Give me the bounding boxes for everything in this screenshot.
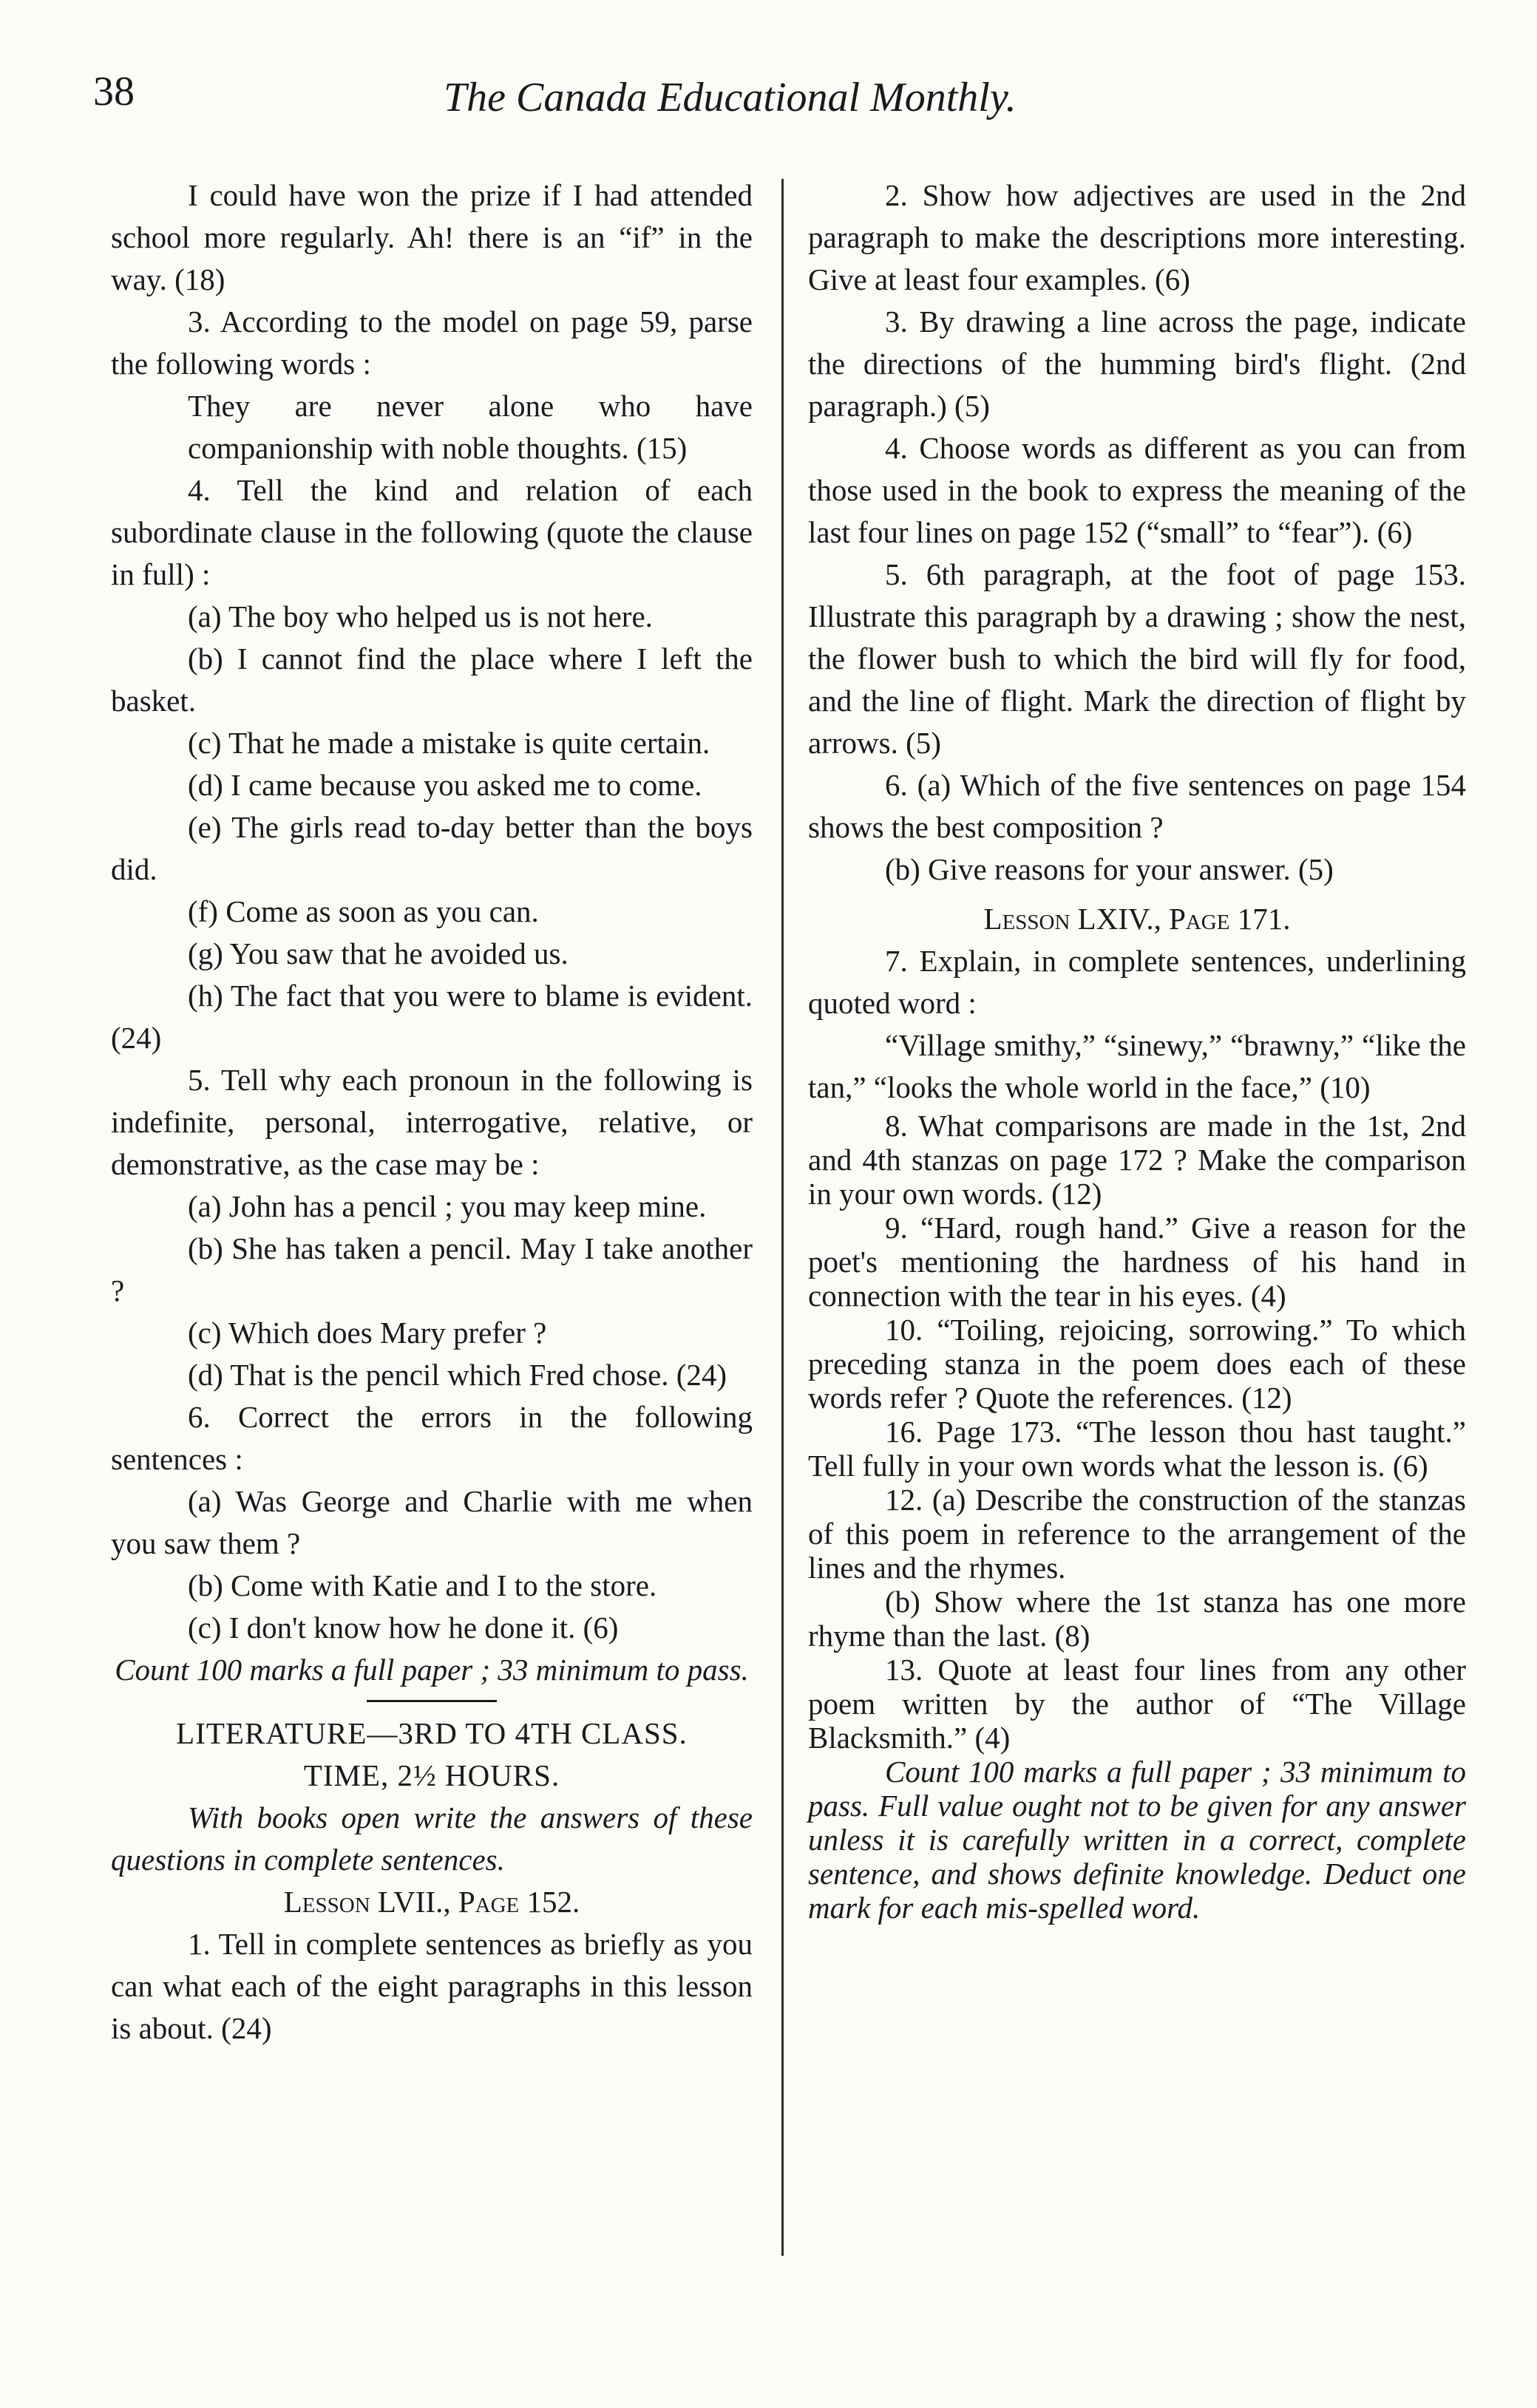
right-paragraph: 6. (a) Which of the five sentences on page 154 shows the best composition ?: [808, 768, 1466, 844]
left-paragraph: (b) She has taken a pencil. May I take another ?: [111, 1231, 753, 1307]
left-paragraph: (f) Come as soon as you can.: [188, 894, 539, 928]
right-paragraph: (b) Give reasons for your answer. (5): [885, 852, 1334, 886]
left-paragraph: They are never alone who have companionship with noble thoughts. (15): [188, 389, 753, 465]
left-paragraph: I could have won the prize if I had attended school more regularly. Ah! there is an “if” in the way. (18): [111, 178, 753, 296]
running-title: The Canada Educational Monthly.: [444, 75, 1017, 120]
left-paragraph: Count 100 marks a full paper ; 33 minimum to pass.: [115, 1653, 749, 1687]
left-paragraph: (b) Come with Katie and I to the store.: [188, 1568, 657, 1602]
right-paragraph: 16. Page 173. “The lesson thou hast taught.” Tell fully in your own words what the lesson is. (6): [808, 1415, 1466, 1483]
left-paragraph: TIME, 2½ HOURS.: [303, 1758, 560, 1792]
left-paragraph: (g) You saw that he avoided us.: [188, 936, 569, 970]
right-paragraph: 4. Choose words as different as you can from those used in the book to express the meaning of the last four lines on page 152 (“small” to “fear”). (6): [808, 431, 1466, 549]
left-paragraph: 6. Correct the errors in the following sentences :: [111, 1400, 753, 1476]
left-paragraph: (d) That is the pencil which Fred chose. (24): [188, 1358, 727, 1392]
left-paragraph: (a) Was George and Charlie with me when you saw them ?: [111, 1484, 753, 1560]
left-column: [111, 174, 753, 2050]
left-paragraph: (a) John has a pencil ; you may keep mine.: [188, 1189, 707, 1223]
right-paragraph: Count 100 marks a full paper ; 33 minimum to pass. Full value ought not to be given for any answer unless it is carefully written in a correct, complete sentence, and shows definite knowledge. Deduct one mark for each mis-spelled word.: [808, 1755, 1466, 1925]
right-paragraph: Lesson LXIV., Page 171.: [983, 902, 1291, 936]
left-paragraph: (h) The fact that you were to blame is evident. (24): [111, 979, 753, 1055]
right-paragraph: 8. What comparisons are made in the 1st, 2nd and 4th stanzas on page 172 ? Make the comparison in your own words. (12): [808, 1109, 1466, 1211]
left-paragraph: 4. Tell the kind and relation of each subordinate clause in the following (quote the clause in full) :: [111, 473, 753, 591]
right-paragraph: 2. Show how adjectives are used in the 2nd paragraph to make the descriptions more interesting. Give at least four examples. (6): [808, 178, 1466, 296]
left-paragraph: (c) I don't know how he done it. (6): [188, 1611, 619, 1645]
left-paragraph: (b) I cannot find the place where I left the basket.: [111, 642, 753, 718]
right-paragraph: 12. (a) Describe the construction of the stanzas of this poem in reference to the arrangement of the lines and the rhymes.: [808, 1483, 1466, 1585]
left-paragraph: (c) That he made a mistake is quite certain.: [188, 726, 710, 760]
column-divider: [781, 179, 784, 2256]
right-paragraph: 3. By drawing a line across the page, indicate the directions of the humming bird's flight. (2nd paragraph.) (5): [808, 305, 1466, 423]
right-paragraph: 7. Explain, in complete sentences, underlining quoted word :: [808, 944, 1466, 1020]
left-paragraph: LITERATURE—3RD TO 4TH CLASS.: [176, 1716, 688, 1750]
left-paragraph: (c) Which does Mary prefer ?: [188, 1316, 547, 1350]
right-paragraph: (b) Show where the 1st stanza has one more rhyme than the last. (8): [808, 1585, 1466, 1653]
right-paragraph: “Village smithy,” “sinewy,” “brawny,” “like the tan,” “looks the whole world in the face,” (10): [808, 1028, 1466, 1104]
right-paragraph: 10. “Toiling, rejoicing, sorrowing.” To which preceding stanza in the poem does each of these words refer ? Quote the references. (12): [808, 1313, 1466, 1415]
left-paragraph: (a) The boy who helped us is not here.: [188, 599, 653, 633]
left-paragraph: With books open write the answers of these questions in complete sentences.: [111, 1800, 753, 1877]
right-paragraph: 5. 6th paragraph, at the foot of page 153. Illustrate this paragraph by a drawing ; show the nest, the flower bush to which the bird will fly for food, and the line of flight. Mark the direction of flight by arrows. (5): [808, 557, 1466, 760]
section-rule: [367, 1700, 497, 1702]
left-paragraph: Lesson LVII., Page 152.: [283, 1885, 580, 1919]
left-paragraph: 5. Tell why each pronoun in the following is indefinite, personal, interrogative, relative, or demonstrative, as the case may be :: [111, 1063, 753, 1181]
left-paragraph: (d) I came because you asked me to come.: [188, 768, 702, 802]
right-paragraph: 9. “Hard, rough hand.” Give a reason for the poet's mentioning the hardness of his hand in connection with the tear in his eyes. (4): [808, 1211, 1466, 1313]
left-paragraph: 1. Tell in complete sentences as briefly as you can what each of the eight paragraphs in this lesson is about. (24): [111, 1927, 753, 2045]
right-column: [808, 174, 1466, 1925]
left-paragraph: 3. According to the model on page 59, parse the following words :: [111, 305, 753, 381]
right-paragraph: 13. Quote at least four lines from any other poem written by the author of “The Village Blacksmith.” (4): [808, 1653, 1466, 1755]
page-number: 38: [93, 69, 135, 115]
left-paragraph: (e) The girls read to-day better than the boys did.: [111, 810, 753, 886]
